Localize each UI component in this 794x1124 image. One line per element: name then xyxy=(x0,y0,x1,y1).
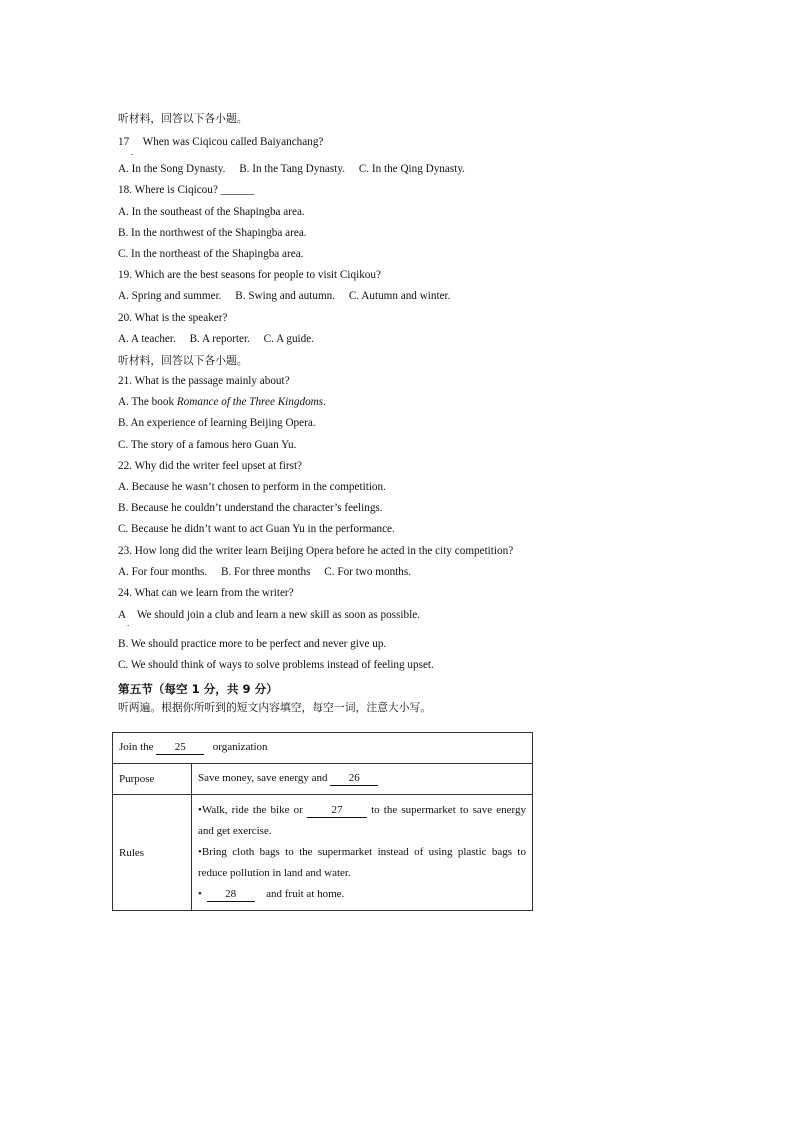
question-17-options xyxy=(118,159,558,180)
purpose-label: Purpose xyxy=(113,764,192,795)
question-17-text: When was Ciqicou called Baiyanchang? xyxy=(142,136,324,149)
option-c: C. In the Qing Dynasty. xyxy=(358,163,465,176)
join-prefix: Join the xyxy=(119,741,154,753)
question-17-dot: . xyxy=(131,147,134,158)
option-a-dot: . xyxy=(127,618,130,629)
option-a: A. A teacher. xyxy=(118,332,176,345)
option-b: B. Swing and autumn. xyxy=(235,290,336,303)
table-row xyxy=(113,795,533,911)
blank-25[interactable]: 25 xyxy=(156,741,204,755)
option-a-text: We should join a club and learn a new skill as soon as possible. xyxy=(136,609,420,622)
book-title: Romance of the Three Kingdoms xyxy=(176,396,324,409)
table-row xyxy=(113,764,533,795)
option-a-suffix: . xyxy=(323,396,326,409)
question-18: 18. Where is Ciqicou? ______ xyxy=(118,184,255,197)
option-c: C. Autumn and winter. xyxy=(348,290,451,303)
option-a-letter: A xyxy=(118,609,126,622)
option-b: B. An experience of learning Beijing Opera. xyxy=(118,417,316,430)
blank-28[interactable]: 28 xyxy=(207,888,255,902)
rule-3-suffix: and fruit at home. xyxy=(266,888,345,900)
section-instruction: 听两遍。根据你所听到的短文内容填空，每空一词，注意大小写。 xyxy=(118,700,432,714)
option-b: B. Because he couldn’t understand the character’s feelings. xyxy=(118,502,383,515)
option-a xyxy=(118,392,558,413)
question-22: 22. Why did the writer feel upset at first? xyxy=(118,459,303,472)
option-c: C. We should think of ways to solve problems instead of feeling upset. xyxy=(118,659,434,672)
join-cell xyxy=(113,733,533,764)
option-c: C. A guide. xyxy=(263,332,315,345)
rule-3 xyxy=(198,884,526,905)
option-a: A. Because he wasn’t chosen to perform in the competition. xyxy=(118,481,386,493)
option-c: C. In the northeast of the Shapingba area. xyxy=(118,247,304,260)
option-a: A. For four months. xyxy=(118,565,208,578)
table-row xyxy=(113,733,533,764)
fill-in-table xyxy=(112,732,533,911)
option-a-prefix: A. The book xyxy=(118,396,177,409)
blank-27[interactable]: 27 xyxy=(307,804,367,818)
bullet: • xyxy=(198,888,202,900)
option-c: C. The story of a famous hero Guan Yu. xyxy=(118,438,297,451)
option-b: B. For three months xyxy=(221,565,311,578)
option-b: B. In the northwest of the Shapingba area. xyxy=(118,226,307,239)
option-a xyxy=(118,606,558,634)
purpose-cell xyxy=(192,764,533,795)
section-intro: 听材料，回答以下各小题。 xyxy=(118,112,248,125)
question-19: 19. Which are the best seasons for people to visit Ciqikou? xyxy=(118,269,381,282)
join-suffix: organization xyxy=(212,741,268,753)
rule-1-prefix: •Walk, ride the bike or xyxy=(198,804,303,816)
rules-cell xyxy=(192,795,533,911)
rule-2: •Bring cloth bags to the supermarket instead of using plastic bags to reduce pollution in land and water. xyxy=(198,846,526,879)
rule-1-suffix: to the supermarket to save energy and get exercise. xyxy=(198,804,527,837)
option-b: B. In the Tang Dynasty. xyxy=(239,163,346,176)
rule-1 xyxy=(198,800,526,842)
question-19-options xyxy=(118,286,558,307)
question-24: 24. What can we learn from the writer? xyxy=(118,586,294,599)
section-intro: 听材料，回答以下各小题。 xyxy=(118,353,248,367)
purpose-prefix: Save money, save energy and xyxy=(198,772,328,784)
option-c: C. For two months. xyxy=(324,565,412,578)
question-list xyxy=(118,108,558,717)
rules-label: Rules xyxy=(113,795,192,911)
option-a: A. Spring and summer. xyxy=(118,290,222,303)
section-heading: 第五节（每空 1 分，共 9 分） xyxy=(118,681,278,696)
question-21: 21. What is the passage mainly about? xyxy=(118,375,290,388)
question-20: 20. What is the speaker? xyxy=(118,311,228,324)
question-23: 23. How long did the writer learn Beijing Opera before he acted in the city competition? xyxy=(118,544,514,557)
question-17-number: 17 xyxy=(118,136,130,149)
option-a: A. In the southeast of the Shapingba area. xyxy=(118,205,305,218)
question-23-options xyxy=(118,562,558,583)
question-17 xyxy=(118,133,558,159)
option-b: B. We should practice more to be perfect and never give up. xyxy=(118,638,387,651)
blank-26[interactable]: 26 xyxy=(330,772,378,786)
question-20-options xyxy=(118,329,558,350)
option-b: B. A reporter. xyxy=(189,332,250,345)
option-c: C. Because he didn’t want to act Guan Yu in the performance. xyxy=(118,523,395,536)
option-a: A. In the Song Dynasty. xyxy=(118,163,226,176)
